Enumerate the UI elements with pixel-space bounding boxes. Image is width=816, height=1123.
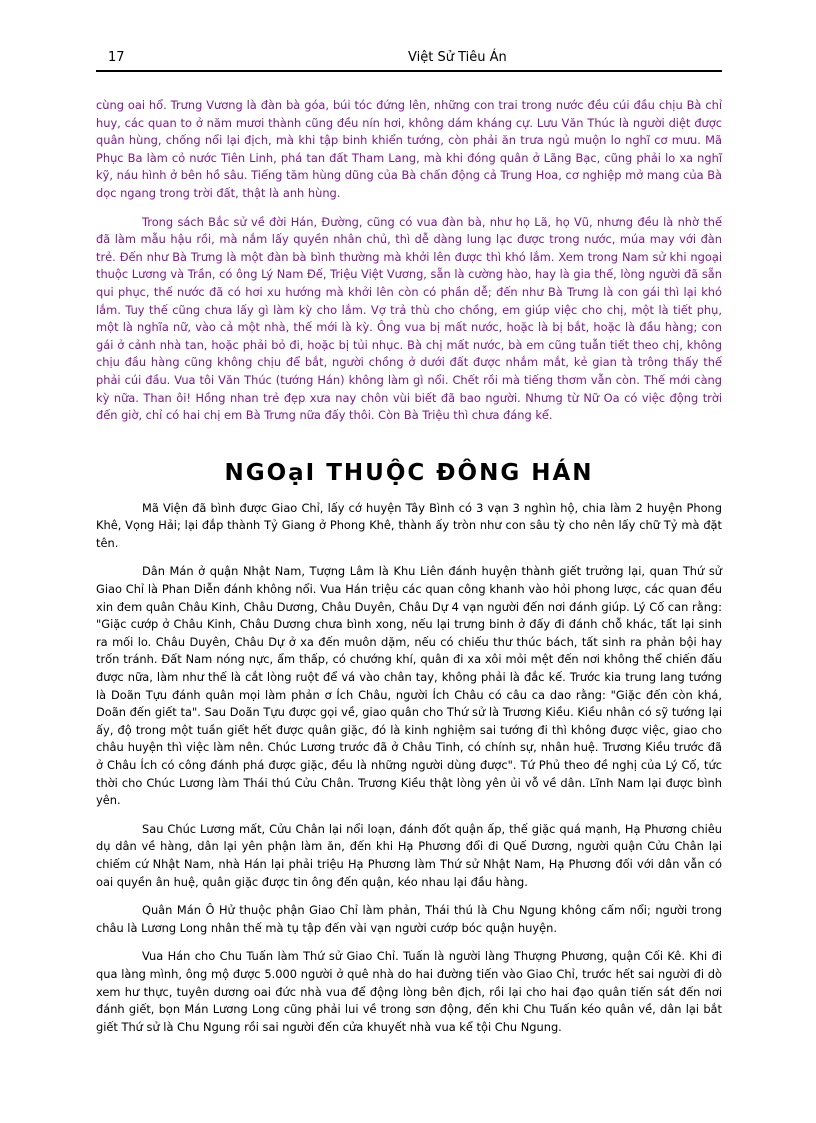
body-paragraph: Quân Mán Ô Hử thuộc phận Giao Chỉ làm phản, Thái thú là Chu Ngung không cấm nổi; người trong châu là Lương Long nhân thế mà tụ tập đến vài vạn người cướp bóc quận huyện. — [96, 903, 722, 935]
body-paragraph: Mã Viện đã bình được Giao Chỉ, lấy cớ huyện Tây Bình có 3 vạn 3 nghìn hộ, chia làm 2 huyện Phong Khê, Vọng Hải; lại đắp thành Tỷ Giang ở Phong Khê, thành ấy tròn như con sâu tỳ cho nên lấy chữ Tỷ mà đặt tên. — [96, 500, 722, 550]
page-content — [96, 97, 722, 1036]
page-number: 17 — [108, 50, 125, 65]
chapter-title: NGOạI THUỘC ĐÔNG HÁN — [224, 459, 594, 486]
body-paragraph: Sau Chúc Lương mất, Cửu Chân lại nổi loạn, đánh đốt quận ấp, thế giặc quá mạnh, Hạ Phương chiêu dụ dân về hàng, dân lại yên phận làm ăn, đến khi Hạ Phương đổi đi Quế Dương, người quận Cửu Chân lại chiếm cứ Nhật Nam, nhà Hán lại phải triệu Hạ Phương làm Thứ sử Nhật Nam, Hạ Phương đối với dân vẫn có oai quyền ân huệ, quân giặc được tin ông đến quận, kéo nhau lại đầu hàng. — [96, 821, 722, 889]
running-title: Việt Sử Tiêu Án — [408, 50, 507, 65]
intro-paragraph: Trong sách Bắc sử về đời Hán, Đường, cũng có vua đàn bà, như họ Lã, họ Vũ, nhưng đều là nhờ thế đã làm mẫu hậu rồi, mà nắm lấy quyền nhân chủ, thì dễ dàng lung lạc được trong nước, múa may với đàn trẻ. Đến như Bà Trưng là một đàn bà bình thường mà khởi lên được thì khó lắm. Xem trong Nam sử khi ngoại thuộc Lương và Trần, có ông Lý Nam Đế, Triệu Việt Vương, sẵn là cường hào, hay là gia thế, lòng người đã sẵn qui phục, thế nước đã có hơi xu hướng mà khởi lên còn có phần dễ; đến như Bà Trưng là con gái thì lại khó lắm. Tuy thế cũng chưa lấy gì làm kỳ cho lắm. Vợ trả thù cho chồng, em giúp việc cho chị, một là tiết phụ, một là nghĩa nữ, vào cả một nhà, thế mới là kỳ. Ông vua bị mất nước, hoặc là bị bắt, hoặc là đầu hàng; con gái ở cảnh nhà tan, hoặc phải bỏ đi, hoặc bị tủi nhục. Bà chị mất nước, bà em cũng tuẫn tiết theo chị, không chịu đầu hàng cũng không chịu để bắt, người chồng ở dưới đất được nhắm mắt, kẻ gian tà trông thấy thế phải cúi đầu. Vua tôi Văn Thúc (tướng Hán) không làm gì nổi. Chết rồi mà tiếng thơm vẫn còn. Thế mới càng kỳ nữa. Than ôi! Hồng nhan trẻ đẹp xưa nay chôn vùi biết đã bao người. Nhưng từ Nữ Oa có việc động trời đến giờ, chỉ có hai chị em Bà Trưng nữa đấy thôi. Còn Bà Triệu thì chưa đáng kể. — [96, 214, 722, 423]
header-rule — [96, 70, 722, 72]
body-paragraph: Vua Hán cho Chu Tuấn làm Thứ sử Giao Chỉ. Tuấn là người làng Thượng Phương, quận Cối Kê. Khi đi qua làng mình, ông mộ được 5.000 người ở quê nhà do hai đường tiến vào Giao Chỉ, trước hết sai người đi dò xem hư thực, tuyên dương oai đức nhà vua để động lòng bên địch, rồi lại cho hai đạo quân tiến sát đến nơi đánh giết, bọn Mán Lương Long cũng phải lui về trong sơn động, đến khi Chu Tuấn kéo quân về, dân lại bắt giết Thứ sử là Chu Ngung rồi sai người đến cửa khuyết nhà vua kể tội Chu Ngung. — [96, 949, 722, 1034]
page-header — [96, 48, 722, 70]
body-paragraph: Dân Mán ở quận Nhật Nam, Tượng Lâm là Khu Liên đánh huyện thành giết trưởng lại, quan Thứ sử Giao Chỉ là Phan Diễn đánh không nổi. Vua Hán triệu các quan công khanh vào hỏi phong lược, các quan đều xin đem quân Châu Kinh, Châu Dương, Châu Duyên, Châu Dự 4 vạn người đến nơi đánh giúp. Lý Cố can rằng: "Giặc cướp ở Châu Kinh, Châu Dương chưa bình xong, nếu lại trưng binh ở đấy đi đánh chỗ khác, tất lại sinh ra mối lo. Châu Duyên, Châu Dự ở xa đến muôn dặm, nếu có chiếu thư thúc bách, tất sinh ra phản bội hay trốn tránh. Đất Nam nóng nực, ẩm thấp, có chướng khí, quân đi xa xôi mỏi mệt đến nơi không thể chiến đấu được nữa, làm như thế là cắt lòng ruột để vá vào chân tay, không phải là đắc kế. Trước kia trung lang tướng là Doãn Tựu đánh quân mọi làm phản ơ Ích Châu, người Ích Châu có câu ca dao rằng: "Giặc đến còn khá, Doãn đến giết ta". Sau Doãn Tựu được gọi về, giao quân cho Thứ sử là Trương Kiều. Kiều nhân có sỹ tướng lại ấy, độ trong một tuần giết hết được quân giặc, đó là kinh nghiệm sai tướng đi thì không được việc, giao cho châu huyện thì việc làm nên. Chúc Lương trước đã ở Châu Tinh, có chính sự, nhân huệ. Trương Kiều trước đã ở Châu Ích có công đánh phá được giặc, đều là những người dùng được". Tứ Phủ theo đề nghị của Lý Cố, tức thời cho Chúc Lương làm Thái thú Cửu Chân. Trương Kiều thật lòng yên ủi vỗ về dân. Lĩnh Nam lại được bình yên. — [96, 564, 722, 808]
intro-paragraph: cùng oai hổ. Trưng Vương là đàn bà góa, búi tóc đứng lên, những con trai trong nước đều cúi đầu chịu Bà chỉ huy, các quan to ở năm mươi thành cũng đều nín hơi, không dám kháng cự. Lưu Văn Thúc là người diệt được quân hùng, chống nổi lại địch, mà khi tập binh khiển tướng, còn phải ăn trưa ngủ muộn lo nghĩ cơ mưu. Mã Phục Ba làm cỏ nước Tiên Linh, phá tan đất Tham Lang, mà khi đóng quân ở Lãng Bạc, cũng phải lo xa nghĩ kỹ, náu hình ở bên hồ sâu. Tiếng tăm hùng dũng của Bà chấn động cả Trung Hoa, cơ nghiệp mở mang của Bà dọc ngang trong trời đất, thật là anh hùng. — [96, 98, 722, 200]
